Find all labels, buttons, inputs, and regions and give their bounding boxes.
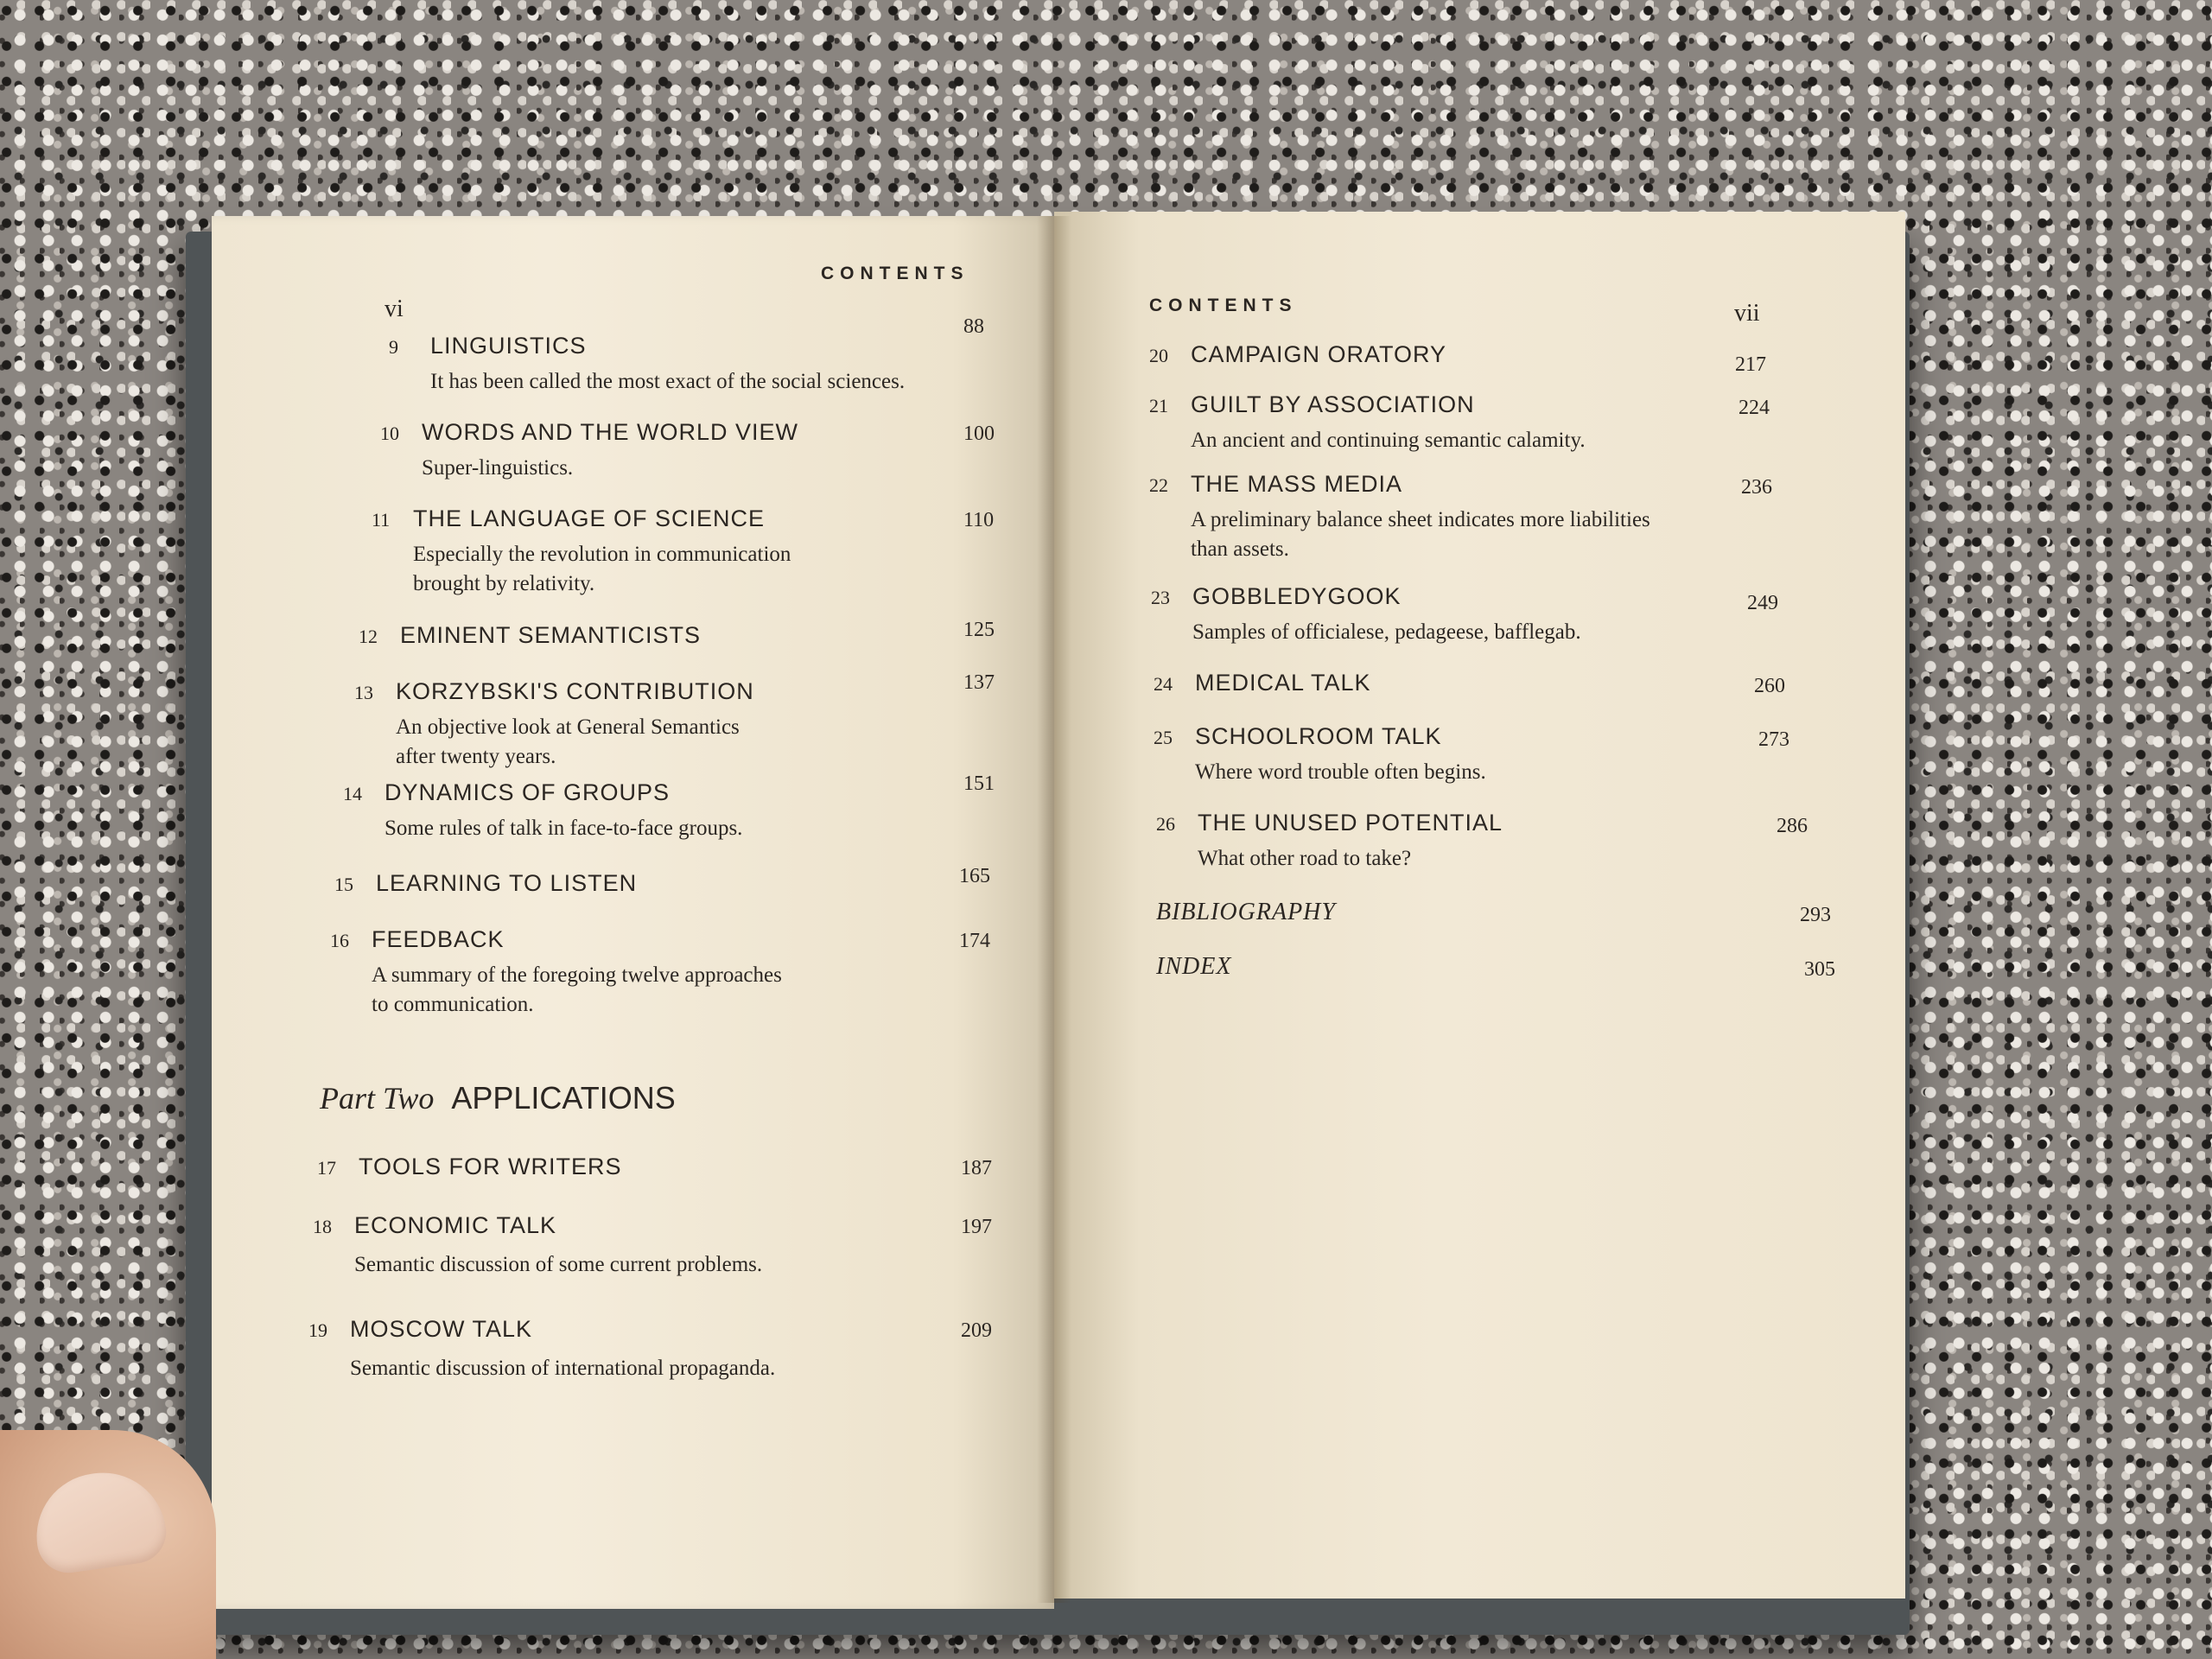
chapter-number: 12 [359, 626, 378, 647]
chapter-title: TOOLS FOR WRITERS [359, 1154, 622, 1179]
chapter-description: A summary of the foregoing twelve approaches to communication. [372, 963, 782, 1016]
page-number: 305 [1804, 958, 1835, 981]
page-number: 273 [1758, 728, 1789, 751]
book-gutter [1037, 216, 1071, 1603]
running-head: CONTENTS [821, 264, 969, 283]
chapter-number: 24 [1154, 673, 1173, 695]
chapter-number: 14 [343, 783, 362, 804]
chapter-title: CAMPAIGN ORATORY [1191, 341, 1447, 367]
chapter-number: 19 [308, 1319, 327, 1341]
chapter-number: 23 [1151, 587, 1170, 608]
page-number: 236 [1741, 476, 1772, 499]
page-number: 151 [963, 772, 995, 795]
chapter-number: 22 [1149, 474, 1168, 496]
chapter-title: THE LANGUAGE OF SCIENCE [413, 505, 766, 531]
chapter-description: Semantic discussion of some current problems. [354, 1253, 763, 1276]
right-page [1054, 212, 1905, 1599]
page-number: 286 [1777, 815, 1808, 837]
chapter-number: 21 [1149, 395, 1168, 416]
chapter-number: 17 [317, 1157, 336, 1179]
chapter-description: Samples of officialese, pedageese, bafflegab. [1192, 620, 1581, 644]
page-folio: vii [1734, 300, 1760, 327]
chapter-number: 15 [334, 874, 353, 895]
page-number: 125 [963, 619, 995, 641]
chapter-number: 10 [380, 423, 399, 444]
part-heading [320, 1080, 676, 1116]
chapter-title: MOSCOW TALK [350, 1316, 533, 1342]
page-number: 209 [961, 1319, 992, 1342]
chapter-title: SCHOOLROOM TALK [1195, 723, 1442, 749]
chapter-title: THE UNUSED POTENTIAL [1198, 810, 1503, 836]
chapter-description: An objective look at General Semantics after twenty years. [396, 715, 740, 768]
chapter-number: 26 [1156, 813, 1175, 835]
chapter-number: 18 [313, 1216, 332, 1237]
chapter-description: An ancient and continuing semantic calamity. [1191, 429, 1586, 452]
part-name: APPLICATIONS [451, 1080, 676, 1116]
page-number: 260 [1754, 675, 1785, 697]
page-number: 217 [1735, 353, 1766, 376]
chapter-title: LINGUISTICS [430, 333, 587, 359]
chapter-description: It has been called the most exact of the social sciences. [430, 370, 906, 393]
chapter-title: GOBBLEDYGOOK [1192, 583, 1402, 609]
chapter-number: 20 [1149, 345, 1168, 366]
chapter-description: Especially the revolution in communication brought by relativity. [413, 543, 791, 595]
page-number: 249 [1747, 592, 1778, 614]
chapter-description: What other road to take? [1198, 847, 1412, 870]
chapter-number: 16 [330, 930, 349, 951]
chapter-number: 11 [372, 509, 391, 531]
chapter-title: MEDICAL TALK [1195, 670, 1371, 696]
chapter-description: A preliminary balance sheet indicates more liabilities than assets. [1191, 508, 1650, 561]
chapter-number: 13 [354, 682, 373, 703]
chapter-number: 25 [1154, 727, 1173, 748]
chapter-title: EMINENT SEMANTICISTS [400, 622, 702, 648]
chapter-description: Where word trouble often begins. [1195, 760, 1486, 784]
chapter-title: WORDS AND THE WORLD VIEW [422, 419, 799, 445]
running-head: CONTENTS [1149, 296, 1298, 315]
chapter-description: Some rules of talk in face-to-face groups. [385, 817, 743, 840]
back-matter-title: INDEX [1156, 953, 1232, 980]
page-folio: vi [385, 296, 404, 322]
chapter-description: Semantic discussion of international propaganda. [350, 1357, 776, 1380]
page-number: 137 [963, 671, 995, 694]
page-number: 224 [1738, 397, 1770, 419]
page-number: 88 [963, 315, 984, 338]
page-number: 174 [959, 930, 990, 952]
chapter-title: FEEDBACK [372, 926, 505, 952]
page-number: 187 [961, 1157, 992, 1179]
chapter-title: ECONOMIC TALK [354, 1212, 557, 1238]
chapter-title: DYNAMICS OF GROUPS [385, 779, 671, 805]
chapter-title: GUILT BY ASSOCIATION [1191, 391, 1475, 417]
chapter-description: Super-linguistics. [422, 456, 574, 480]
page-number: 110 [963, 509, 995, 531]
chapter-title: LEARNING TO LISTEN [376, 870, 638, 896]
chapter-number: 9 [389, 336, 398, 358]
back-matter-title: BIBLIOGRAPHY [1156, 899, 1336, 925]
page-number: 165 [959, 865, 990, 887]
left-page [212, 216, 1054, 1609]
page-number: 293 [1800, 904, 1831, 926]
chapter-title: THE MASS MEDIA [1191, 471, 1403, 497]
page-number: 197 [961, 1216, 992, 1238]
part-label: Part Two [320, 1081, 435, 1116]
chapter-title: KORZYBSKI'S CONTRIBUTION [396, 678, 754, 704]
page-number: 100 [963, 423, 995, 445]
